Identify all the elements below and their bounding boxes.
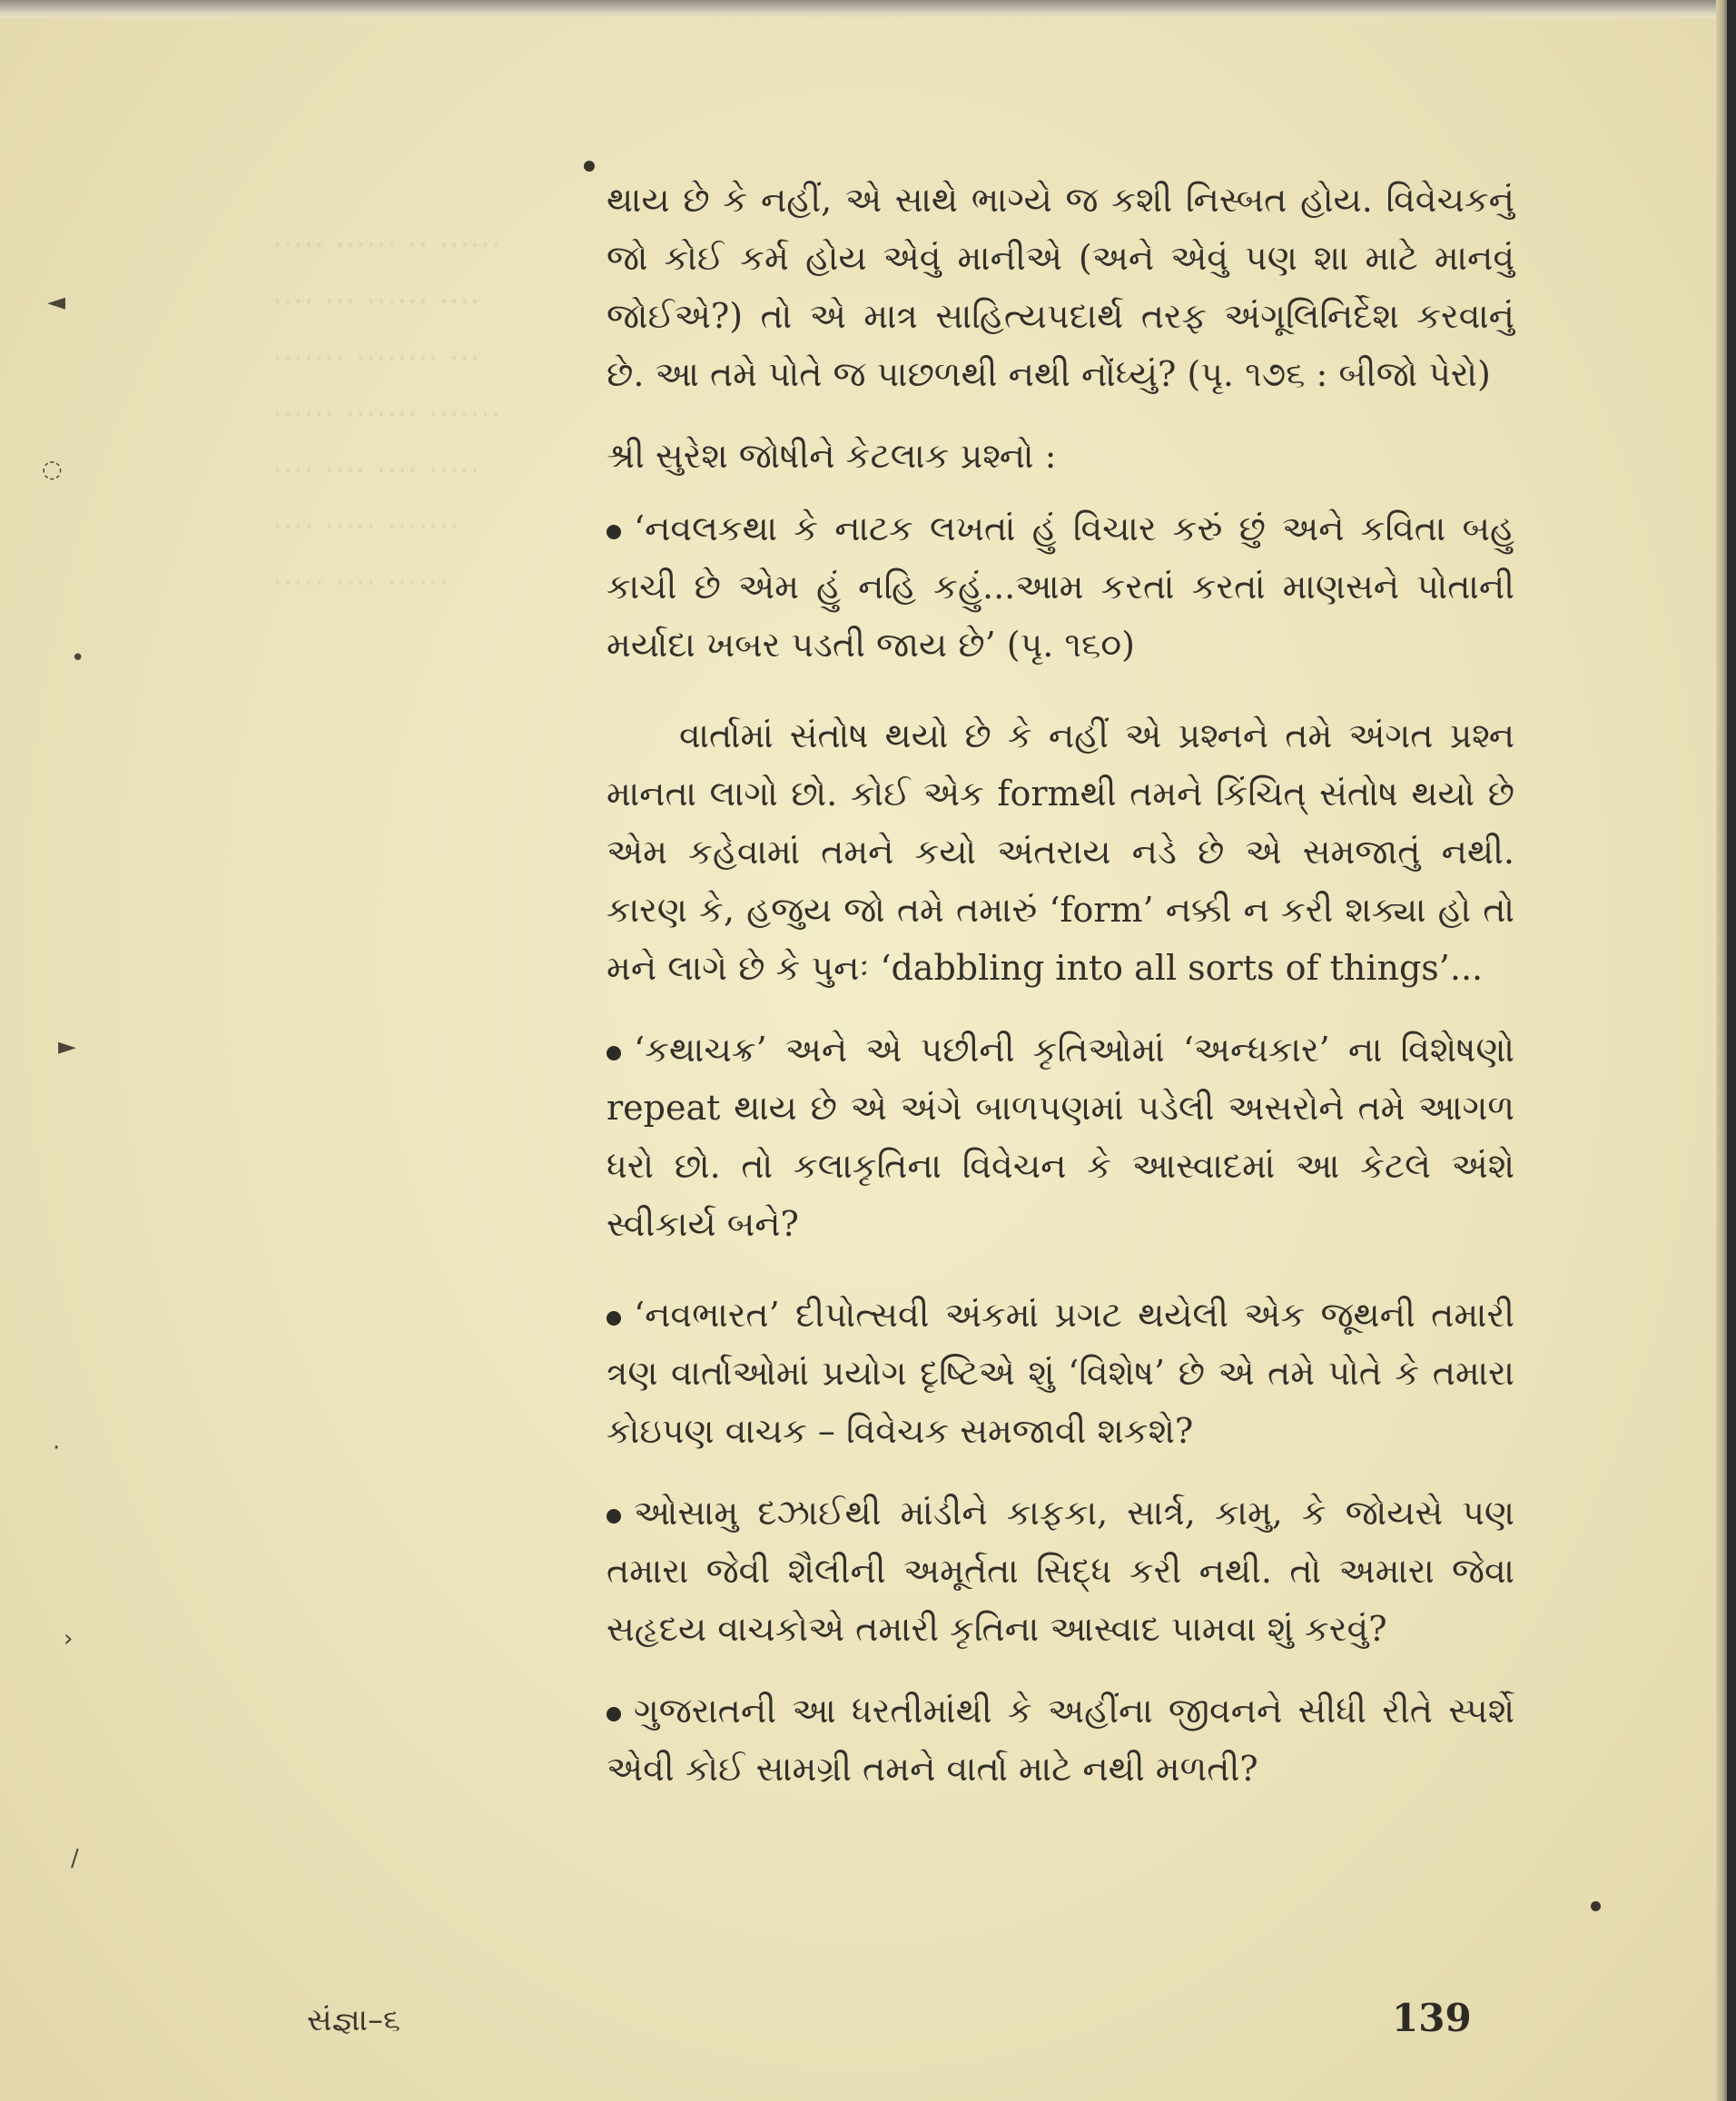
page-number: 139 (1392, 1996, 1472, 2040)
ink-dot-mark (584, 161, 595, 172)
bullet-icon (607, 1509, 621, 1524)
question-text: ‘નવલકથા કે નાટક લખતાં હું વિચાર કરું છું અને કવિતા બહુ કાચી છે એમ હું નહિ કહું...આમ કરતાં કરતાં માણસને પોતાની મર્યાદા ખબર પડતી જાય છે’ (પૃ. ૧૬૦) (607, 508, 1514, 665)
margin-tick-mark: ◌ (42, 456, 63, 483)
margin-tick-mark: • (71, 645, 85, 672)
question-item (607, 1021, 1514, 1253)
bleed-through-text: ..... ...... .. ...... .... ... ...... .... ....... ........ ... ...... ....... ....... .... .... .... ..... .... ..... ....... ..... .... ...... (272, 218, 501, 593)
margin-tick-mark: › (64, 1625, 74, 1652)
journal-issue-label: સંજ્ઞા–૬ (307, 2002, 401, 2038)
bullet-icon (607, 1707, 621, 1721)
scan-right-edge (1716, 0, 1727, 2101)
question-text: ‘નવભારત’ દીપોત્સવી અંકમાં પ્રગટ થયેલી એક જૂથની તમારી ત્રણ વાર્તાઓમાં પ્રયોગ દૃષ્ટિએ શું ‘વિશેષ’ છે એ તમે પોતે કે તમારા કોઇપણ વાચક – વિવેચક સમજાવી શકશે? (607, 1295, 1514, 1451)
question-text: ઓસામુ દઝાઈથી માંડીને કાફકા, સાર્ત્ર, કામુ, કે જોયસે પણ તમારા જેવી શૈલીની અમૂર્તતા સિદ્ધ કરી નથી. તો અમારા જેવા સહૃદય વાચકોએ તમારી કૃતિના આસ્વાદ પામવા શું કરવું? (607, 1493, 1514, 1649)
question-item (607, 1484, 1514, 1658)
bullet-icon (607, 1046, 621, 1060)
question-item (607, 1286, 1514, 1460)
ink-dot-mark (1591, 1901, 1601, 1911)
margin-tick-mark: / (71, 1845, 79, 1872)
question-text: ‘કથાચક્ર’ અને એ પછીની કૃતિઓમાં ‘અન્ધકાર’ ના વિશેષણો repeat થાય છે એ અંગે બાળપણમાં પડેલી અસરોને તમે આગળ ધરો છો. તો કલાકૃતિના વિવેચન કે આસ્વાદમાં આ કેટલે અંશે સ્વીકાર્ય બને? (607, 1030, 1514, 1244)
paragraph-continuation: થાય છે કે નહીં, એ સાથે ભાગ્યે જ કશી નિસ્બત હોય. વિવેચકનું જો કોઈ કર્મ હોય એવું માનીએ (અને એવું પણ શા માટે માનવું જોઈએ?) તો એ માત્ર સાહિત્યપદાર્થ તરફ અંગૂલિનિર્દેશ કરવાનું છે. આ તમે પોતે જ પાછળથી નથી નોંધ્યું? (પૃ. ૧૭૬ : બીજો પેરો) (607, 180, 1514, 394)
margin-tick-mark: ► (58, 1033, 76, 1060)
margin-tick-mark: · (53, 1435, 61, 1462)
commentary-paragraph: વાર્તામાં સંતોષ થયો છે કે નહીં એ પ્રશ્નને તમે અંગત પ્રશ્ન માનતા લાગો છો. કોઈ એક formથી તમને કિંચિત્ સંતોષ થયો છે એમ કહેવામાં તમને કયો અંતરાય નડે છે એ સમજાતું નથી. કારણ કે, હજુય જો તમે તમારું ‘form’ નક્કી ન કરી શક્યા હો તો મને લાગે છે કે પુનઃ ‘dabbling into all sorts of things’... (607, 715, 1514, 988)
margin-tick-mark: ◄ (47, 289, 65, 316)
question-text: ગુજરાતની આ ધરતીમાંથી કે અહીંના જીવનને સીધી રીતે સ્પર્શે એવી કોઈ સામગ્રી તમને વાર્તા માટે નથી મળતી? (607, 1691, 1514, 1789)
bullet-icon (607, 1311, 621, 1326)
question-item (607, 499, 1514, 674)
scan-top-edge (0, 0, 1727, 18)
section-heading: શ્રી સુરેશ જોષીને કેટલાક પ્રશ્નો : (607, 436, 1057, 476)
question-item (607, 1682, 1514, 1798)
bullet-icon (607, 525, 621, 539)
text-column (607, 171, 1514, 1798)
